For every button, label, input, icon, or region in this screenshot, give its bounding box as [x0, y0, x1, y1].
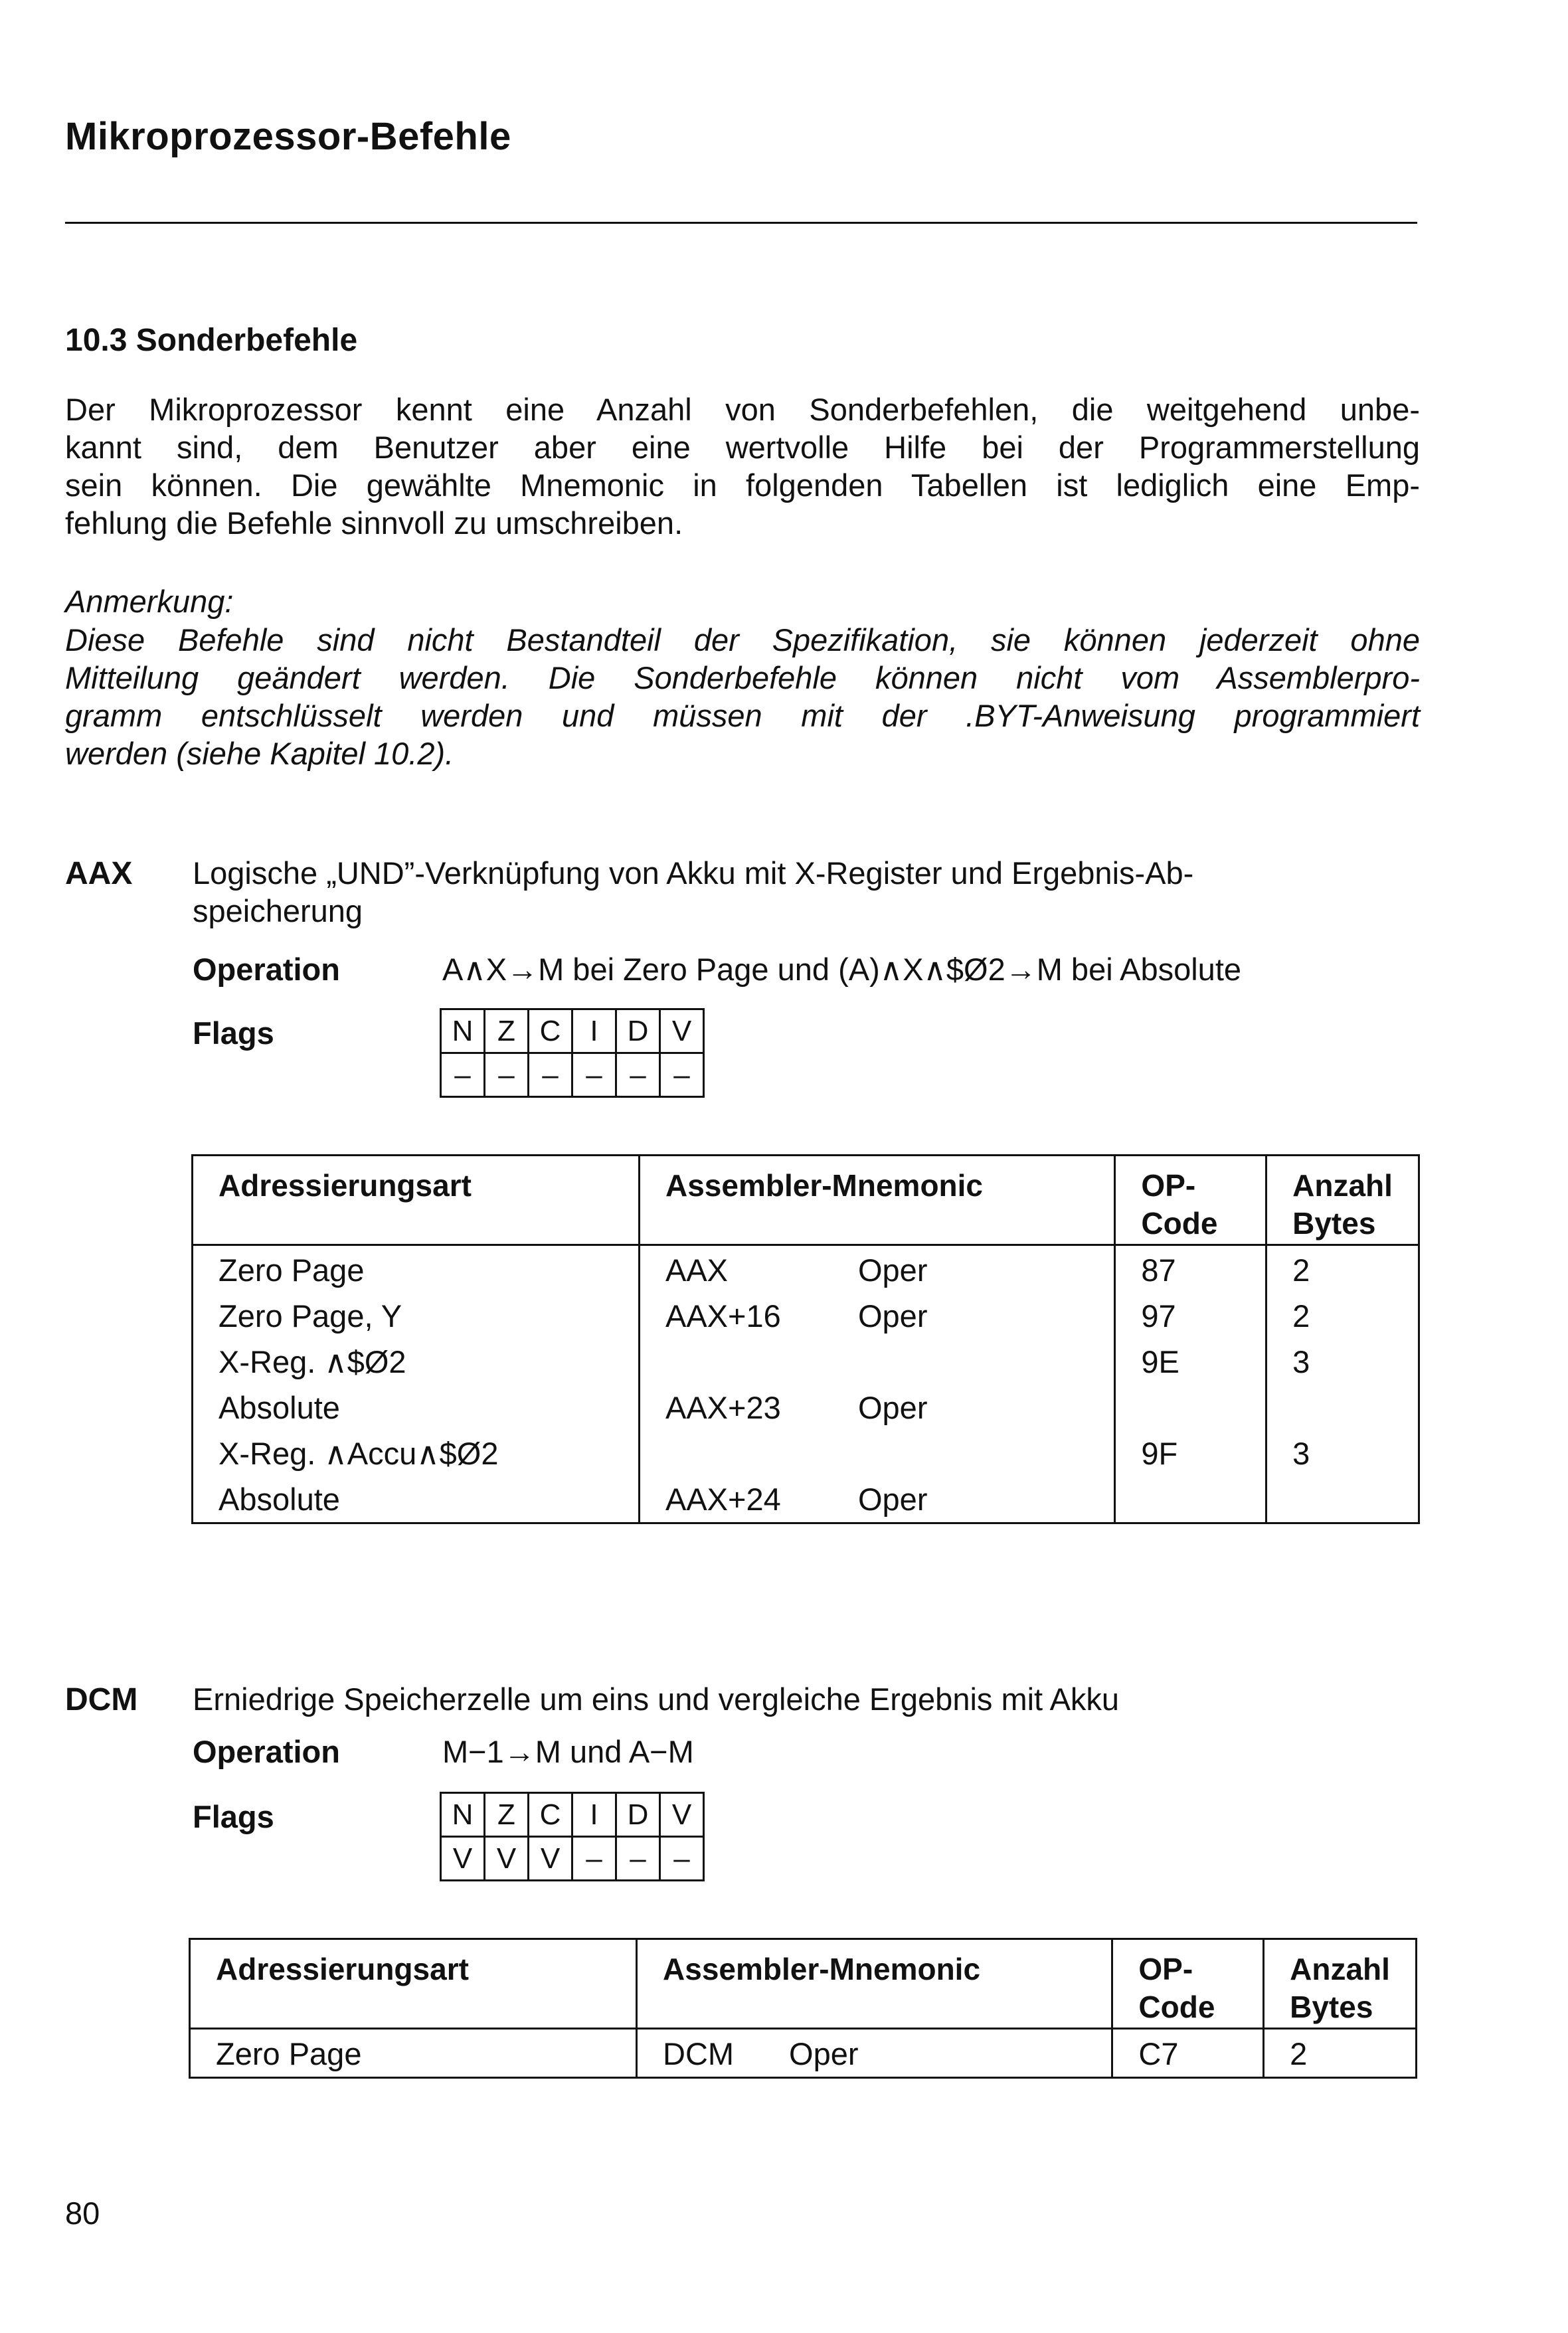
header-opcode-line: OP- — [1138, 1952, 1193, 1986]
header-bytes-line: Bytes — [1292, 1206, 1376, 1241]
flag-value: – — [660, 1053, 704, 1097]
header-bytes-line: Bytes — [1290, 1990, 1373, 2024]
cell-opcode: 97 — [1115, 1293, 1266, 1339]
flag-name: V — [660, 1793, 704, 1837]
mnemonic-text: DCM — [663, 2036, 735, 2071]
command-description-aax — [193, 854, 1421, 930]
description-line: Erniedrige Speicherzelle um eins und vergleiche Ergebnis mit Akku — [193, 1682, 1120, 1717]
flag-value: – — [616, 1837, 660, 1881]
header-bytes-line: Anzahl — [1290, 1952, 1390, 1986]
cell-opcode: 9E — [1115, 1339, 1266, 1385]
header-bytes-line: Anzahl — [1292, 1168, 1393, 1203]
flags-values-row — [441, 1837, 704, 1881]
flag-value: – — [441, 1053, 485, 1097]
flag-name: I — [572, 1009, 616, 1053]
section-heading: 10.3 Sonderbefehle — [65, 323, 358, 358]
table-header-row — [190, 1939, 1417, 2029]
header-opcode-line: Code — [1138, 1990, 1215, 2024]
flags-names-row — [441, 1793, 704, 1837]
table-row — [193, 1476, 1419, 1523]
table-row — [193, 1385, 1419, 1430]
command-code-dcm: DCM — [65, 1682, 138, 1717]
intro-line: Der Mikroprozessor kennt eine Anzahl von Sonderbefehlen, die weitgehend unbe- — [65, 392, 1420, 427]
cell-bytes: 3 — [1266, 1430, 1419, 1476]
note-label: Anmerkung: — [65, 584, 234, 619]
flag-value: – — [616, 1053, 660, 1097]
flag-name: Z — [485, 1793, 529, 1837]
table-row — [193, 1245, 1419, 1294]
flags-names-row — [441, 1009, 704, 1053]
flag-name: Z — [485, 1009, 529, 1053]
operand-text: Oper — [857, 1253, 928, 1288]
cell-opcode — [1115, 1385, 1266, 1430]
description-line: speicherung — [193, 893, 363, 928]
flag-value: V — [529, 1837, 572, 1881]
cell-mnemonic — [639, 1385, 1114, 1430]
header-bytes — [1266, 1156, 1419, 1245]
cell-mnemonic — [639, 1293, 1114, 1339]
cell-mnemonic — [637, 2029, 1112, 2078]
page-number: 80 — [65, 2196, 100, 2231]
flags-values-row — [441, 1053, 704, 1097]
addressing-table-dcm — [189, 1938, 1417, 2079]
table-row — [193, 1430, 1419, 1476]
cell-mode: Absolute — [193, 1385, 640, 1430]
cell-mnemonic — [639, 1245, 1114, 1294]
mnemonic-text: AAX+24 — [665, 1482, 781, 1517]
intro-line: fehlung die Befehle sinnvoll zu umschreiben. — [65, 505, 683, 541]
cell-mode: Zero Page — [193, 1245, 640, 1294]
intro-paragraph — [65, 390, 1420, 542]
cell-opcode: 87 — [1115, 1245, 1266, 1294]
command-code-aax: AAX — [65, 856, 133, 891]
flags-label-dcm: Flags — [193, 1799, 274, 1834]
flag-name: D — [616, 1793, 660, 1837]
cell-bytes: 2 — [1266, 1245, 1419, 1294]
flag-name: D — [616, 1009, 660, 1053]
note-line: werden (siehe Kapitel 10.2). — [65, 736, 454, 771]
header-opcode-line: Code — [1141, 1206, 1218, 1241]
flag-value: – — [572, 1053, 616, 1097]
table-header-row — [193, 1156, 1419, 1245]
flag-name: I — [572, 1793, 616, 1837]
flags-table-dcm — [440, 1792, 705, 1881]
cell-bytes — [1266, 1476, 1419, 1523]
cell-mnemonic — [639, 1339, 1114, 1385]
addressing-table-aax — [191, 1154, 1420, 1524]
flag-name: V — [660, 1009, 704, 1053]
note-line: Mitteilung geändert werden. Die Sonderbefehle können nicht vom Assemblerpro- — [65, 660, 1420, 695]
operation-label-dcm: Operation — [193, 1734, 340, 1769]
header-adressierungsart: Adressierungsart — [193, 1156, 640, 1245]
operation-label-aax: Operation — [193, 952, 340, 987]
cell-mode: X-Reg. ∧$Ø2 — [193, 1339, 640, 1385]
header-bytes — [1264, 1939, 1417, 2029]
intro-line: kannt sind, dem Benutzer aber eine wertvolle Hilfe bei der Programmerstellung — [65, 430, 1420, 465]
cell-opcode: 9F — [1115, 1430, 1266, 1476]
flag-value: V — [441, 1837, 485, 1881]
cell-mode: X-Reg. ∧Accu∧$Ø2 — [193, 1430, 640, 1476]
flag-value: – — [529, 1053, 572, 1097]
table-row — [193, 1293, 1419, 1339]
header-adressierungsart: Adressierungsart — [190, 1939, 637, 2029]
flag-name: C — [529, 1009, 572, 1053]
mnemonic-text: AAX — [665, 1253, 729, 1288]
cell-bytes — [1266, 1385, 1419, 1430]
cell-bytes: 3 — [1266, 1339, 1419, 1385]
mnemonic-text: AAX+23 — [665, 1390, 781, 1425]
header-opcode — [1115, 1156, 1266, 1245]
note-line: Diese Befehle sind nicht Bestandteil der Spezifikation, sie können jederzeit ohne — [65, 622, 1420, 657]
note-line: gramm entschlüsselt werden und müssen mit der .BYT-Anweisung programmiert — [65, 698, 1420, 733]
description-line: Logische „UND”-Verknüpfung von Akku mit X-Register und Ergebnis-Ab- — [193, 855, 1194, 891]
operand-text: Oper — [857, 1482, 928, 1517]
header-opcode — [1112, 1939, 1264, 2029]
operand-text: Oper — [857, 1298, 928, 1334]
cell-bytes: 2 — [1266, 1293, 1419, 1339]
cell-opcode — [1115, 1476, 1266, 1523]
flag-name: N — [441, 1793, 485, 1837]
operation-text-aax: A∧X→M bei Zero Page und (A)∧X∧$Ø2→M bei Absolute — [442, 952, 1242, 987]
operand-text: Oper — [857, 1390, 928, 1425]
command-description-dcm — [193, 1680, 1421, 1718]
cell-opcode: C7 — [1112, 2029, 1264, 2078]
flag-value: V — [485, 1837, 529, 1881]
operation-text-dcm: M−1→M und A−M — [442, 1734, 694, 1769]
flag-name: C — [529, 1793, 572, 1837]
cell-mode: Absolute — [193, 1476, 640, 1523]
cell-mnemonic — [639, 1476, 1114, 1523]
header-divider — [65, 222, 1417, 224]
note-paragraph — [65, 621, 1420, 772]
cell-mode: Zero Page — [190, 2029, 637, 2078]
header-opcode-line: OP- — [1141, 1168, 1196, 1203]
flag-value: – — [485, 1053, 529, 1097]
cell-mode: Zero Page, Y — [193, 1293, 640, 1339]
flag-value: – — [572, 1837, 616, 1881]
table-row — [190, 2029, 1417, 2078]
flags-table-aax — [440, 1008, 705, 1098]
mnemonic-text: AAX+16 — [665, 1298, 781, 1334]
flag-name: N — [441, 1009, 485, 1053]
intro-line: sein können. Die gewählte Mnemonic in folgenden Tabellen ist lediglich eine Emp- — [65, 468, 1420, 503]
header-mnemonic: Assembler-Mnemonic — [637, 1939, 1112, 2029]
flag-value: – — [660, 1837, 704, 1881]
flags-label-aax: Flags — [193, 1015, 274, 1051]
cell-bytes: 2 — [1264, 2029, 1417, 2078]
cell-mnemonic — [639, 1430, 1114, 1476]
header-mnemonic: Assembler-Mnemonic — [639, 1156, 1114, 1245]
table-row — [193, 1339, 1419, 1385]
page-header-title: Mikroprozessor-Befehle — [65, 115, 511, 158]
operand-text: Oper — [789, 2036, 859, 2071]
